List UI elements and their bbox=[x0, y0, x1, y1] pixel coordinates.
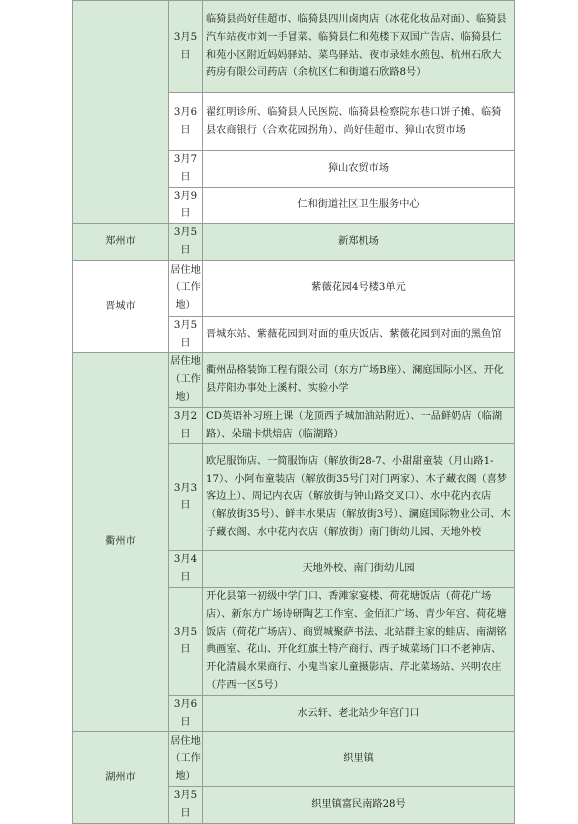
table-row bbox=[73, 260, 515, 316]
date-cell: 3月5日 bbox=[169, 787, 203, 824]
locations-cell: 水云轩、老北站少年宫门口 bbox=[203, 695, 515, 732]
date-cell: 3月4日 bbox=[169, 551, 203, 588]
locations-cell: 织里镇 bbox=[203, 732, 515, 787]
date-cell: 3月5日 bbox=[169, 316, 203, 353]
locations-cell: 衢州品格装饰工程有限公司（东方广场B座）、澜庭国际小区、开化县芹阳办事处上溪村、实验小学 bbox=[203, 353, 515, 407]
locations-cell: 新郑机场 bbox=[203, 224, 515, 261]
locations-cell: 临猗县尚好佳超市、临猗县四川卤肉店（冰花化妆品对面）、临猗县汽车站夜市刘一手冒菜、临猗县仁和苑楼下双国广告店、临猗县仁和苑小区附近妈妈驿站、菜鸟驿站、夜市录娃水煎包、杭州石欣大药房有限公司药店（余杭区仁和街道石欣路8号） bbox=[203, 1, 515, 93]
date-cell: 居住地（工作地） bbox=[169, 260, 203, 316]
date-cell: 居住地（工作地） bbox=[169, 732, 203, 787]
table-row bbox=[73, 1, 515, 93]
date-cell: 居住地（工作地） bbox=[169, 353, 203, 407]
date-cell: 3月3日 bbox=[169, 444, 203, 551]
locations-cell: 欧尼服饰店、一简服饰店（解放街28-7、小甜甜童装（月山路1-17）、小阿布童装店（解放街35号门对门两家）、木子藏衣阁（喜梦客边上）、周记内衣店（解放街与钟山路交叉口）、水中花内衣店（解放街35号）、鲜丰水果店（解放街3号）、澜庭国际物业公司、木子藏衣阁、水中花内衣店（解放街）南门街幼儿园、天地外校 bbox=[203, 444, 515, 551]
locations-cell: 晋城东站、紫薇花园到对面的重庆饭店、紫薇花园到对面的黑鱼馆 bbox=[203, 316, 515, 353]
city-cell: 晋城市 bbox=[73, 260, 169, 353]
city-cell: 湖州市 bbox=[73, 732, 169, 824]
city-cell: 郑州市 bbox=[73, 224, 169, 261]
locations-cell: 翟红明诊所、临猗县人民医院、临猗县检察院东巷口饼子摊、临猗县农商银行（合欢花园拐角）、尚好佳超市、獐山农贸市场 bbox=[203, 93, 515, 151]
date-cell: 3月6日 bbox=[169, 695, 203, 732]
date-cell: 3月5日 bbox=[169, 587, 203, 695]
locations-cell: 仁和街道社区卫生服务中心 bbox=[203, 187, 515, 224]
city-cell-blank bbox=[73, 1, 169, 224]
table-row bbox=[73, 353, 515, 407]
table-row bbox=[73, 732, 515, 787]
date-cell: 3月2日 bbox=[169, 407, 203, 444]
locations-cell: 开化县第一初级中学门口、香滩家宴楼、荷花塘饭店（荷花广场店）、新东方广场诗研陶艺工作室、金佰汇广场、青少年宫、荷花塘饭店（荷花广场店）、商贸城聚萨书法、北站群主家的蛙店、南湖铭典画室、花山、开化红旗土特产商行、西子城菜场门口不老神店、开化清晨水果商行、小鬼当家儿童摄影店、芹北菜场站、兴明农庄（芹西一区5号） bbox=[203, 587, 515, 695]
table-row bbox=[73, 224, 515, 261]
date-cell: 3月7日 bbox=[169, 151, 203, 188]
location-table bbox=[72, 0, 515, 824]
date-cell: 3月6日 bbox=[169, 93, 203, 151]
date-cell: 3月9日 bbox=[169, 187, 203, 224]
date-cell: 3月5日 bbox=[169, 224, 203, 261]
locations-cell: 獐山农贸市场 bbox=[203, 151, 515, 188]
locations-cell: 织里镇富民南路28号 bbox=[203, 787, 515, 824]
locations-cell: CD英语补习班上课（龙顶西子城加油站附近）、一品鲜奶店（临湖路）、朵瑞卡烘焙店（临湖路） bbox=[203, 407, 515, 444]
date-cell: 3月5日 bbox=[169, 1, 203, 93]
city-cell: 衢州市 bbox=[73, 353, 169, 732]
locations-cell: 紫薇花园4号楼3单元 bbox=[203, 260, 515, 316]
locations-cell: 天地外校、南门街幼儿园 bbox=[203, 551, 515, 588]
